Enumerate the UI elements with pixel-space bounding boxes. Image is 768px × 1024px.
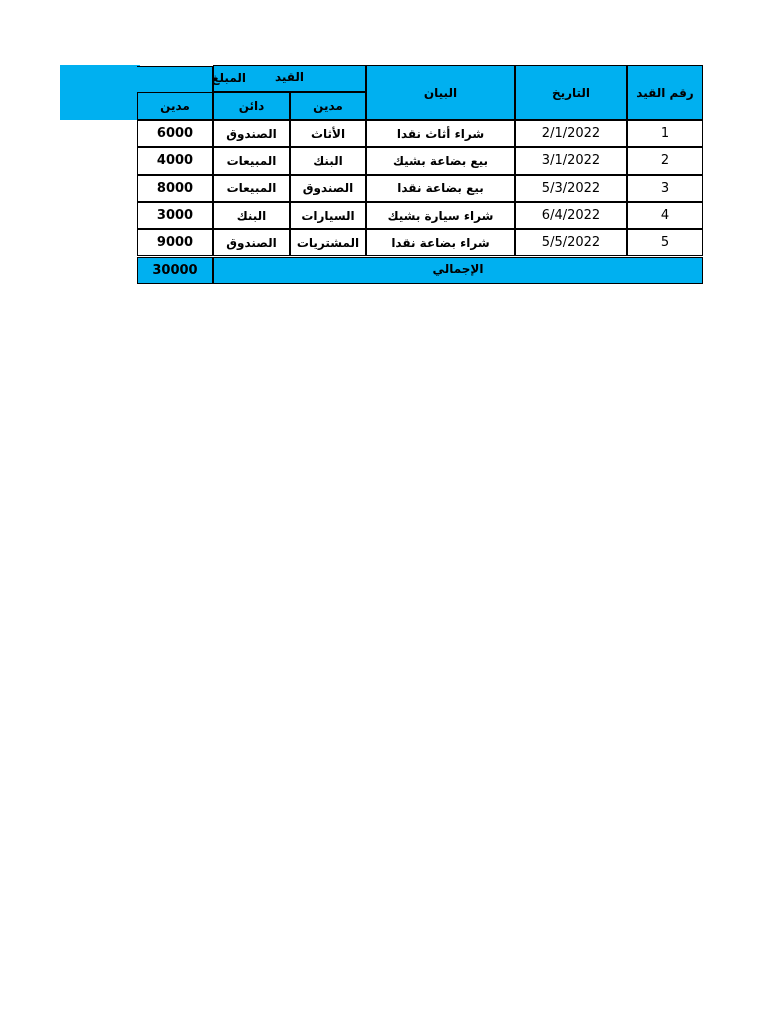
header-date: التاريخ: [515, 65, 627, 120]
cell-credit-account: المبيعات: [213, 147, 290, 174]
cell-debit-account: البنك: [290, 147, 366, 174]
cell-description: بيع بضاعة نقدا: [366, 175, 515, 202]
header-amount-group-label: المبلغ: [211, 71, 246, 85]
cell-description: شراء سيارة بشيك: [366, 202, 515, 229]
cell-amount: 6000: [137, 120, 213, 147]
cell-credit-account: الصندوق: [213, 120, 290, 147]
cell-entry-no: 1: [627, 120, 703, 147]
cell-entry-no: 5: [627, 229, 703, 256]
header-amount-group-clipped: [137, 66, 246, 92]
cell-debit-account: الصندوق: [290, 175, 366, 202]
header-entry-debit: مدين: [290, 92, 366, 120]
cell-description: بيع بضاعة بشيك: [366, 147, 515, 174]
total-label: الإجمالي: [213, 257, 703, 284]
cell-entry-no: 3: [627, 175, 703, 202]
header-entry-credit: دائن: [213, 92, 290, 120]
cell-date: 5/5/2022: [515, 229, 627, 256]
header-entry-group: القيد: [213, 65, 366, 92]
cell-amount: 9000: [137, 229, 213, 256]
cell-description: شراء بضاعة نقدا: [366, 229, 515, 256]
cell-credit-account: الصندوق: [213, 229, 290, 256]
cell-amount: 4000: [137, 147, 213, 174]
cell-date: 3/1/2022: [515, 147, 627, 174]
header-entry-no: رقم القيد: [627, 65, 703, 120]
header-description: البيان: [366, 65, 515, 120]
cell-entry-no: 2: [627, 147, 703, 174]
cell-credit-account: المبيعات: [213, 175, 290, 202]
cell-credit-account: البنك: [213, 202, 290, 229]
header-fill-band: [60, 65, 140, 120]
cell-date: 6/4/2022: [515, 202, 627, 229]
header-amount-debit: مدين: [137, 92, 213, 120]
cell-date: 2/1/2022: [515, 120, 627, 147]
cell-debit-account: الأثاث: [290, 120, 366, 147]
cell-entry-no: 4: [627, 202, 703, 229]
cell-debit-account: المشتريات: [290, 229, 366, 256]
cell-amount: 3000: [137, 202, 213, 229]
cell-description: شراء أثاث نقدا: [366, 120, 515, 147]
total-value: 30000: [137, 257, 213, 284]
cell-debit-account: السيارات: [290, 202, 366, 229]
cell-date: 5/3/2022: [515, 175, 627, 202]
cell-amount: 8000: [137, 175, 213, 202]
